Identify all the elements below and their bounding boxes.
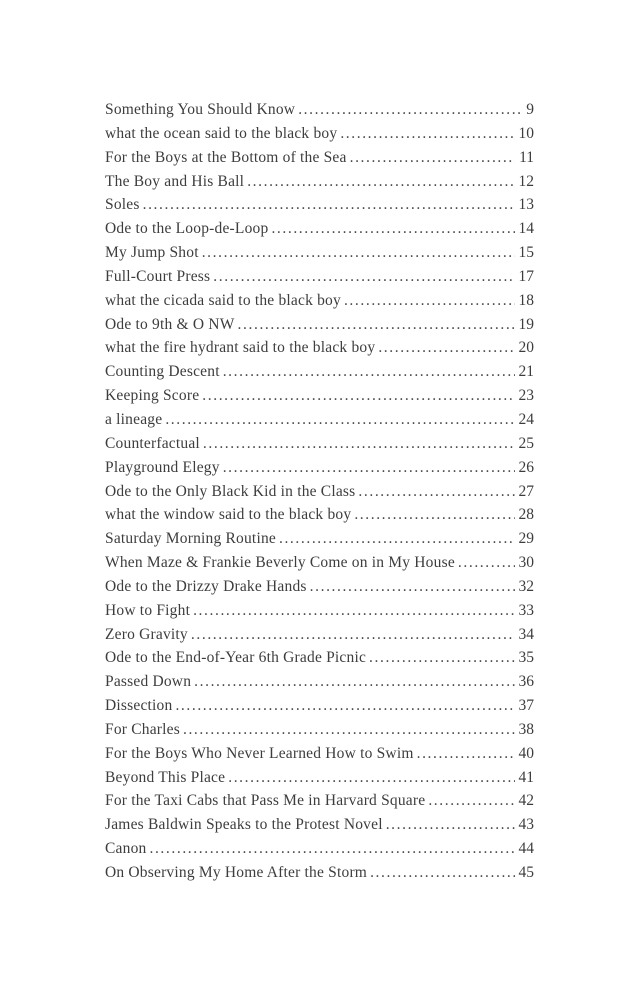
dot-leader xyxy=(191,626,515,644)
toc-entry xyxy=(105,506,534,530)
toc-entry-page-number: 20 xyxy=(518,339,534,357)
toc-entry-title: For the Boys at the Bottom of the Sea xyxy=(105,148,347,166)
dot-leader xyxy=(458,554,515,572)
toc-entry-title: How to Fight xyxy=(105,601,191,619)
toc-entry-page-number: 29 xyxy=(518,530,534,548)
dot-leader xyxy=(213,268,514,286)
toc-entry-title: Ode to the End-of-Year 6th Grade Picnic xyxy=(105,649,367,667)
dot-leader xyxy=(202,244,515,262)
toc-entry xyxy=(105,196,534,220)
toc-entry xyxy=(105,554,534,578)
toc-entry xyxy=(105,816,534,840)
toc-entry xyxy=(105,721,534,745)
toc-entry-page-number: 11 xyxy=(519,148,534,166)
toc-entry xyxy=(105,435,534,459)
dot-leader xyxy=(340,125,514,143)
dot-leader xyxy=(350,149,515,167)
toc-entry-title: what the cicada said to the black boy xyxy=(105,291,341,309)
toc-entry-page-number: 12 xyxy=(518,172,534,190)
toc-entry xyxy=(105,697,534,721)
dot-leader xyxy=(378,339,514,357)
dot-leader xyxy=(203,435,515,453)
toc-entry-title: Ode to the Only Black Kid in the Class xyxy=(105,482,356,500)
toc-entry xyxy=(105,459,534,483)
toc-entry-page-number: 18 xyxy=(518,291,534,309)
toc-entry-title: what the fire hydrant said to the black boy xyxy=(105,339,376,357)
dot-leader xyxy=(223,459,515,477)
toc-entry xyxy=(105,339,534,363)
dot-leader xyxy=(247,173,514,191)
toc-entry-page-number: 35 xyxy=(518,649,534,667)
toc-entry xyxy=(105,411,534,435)
toc-entry-page-number: 37 xyxy=(518,697,534,715)
toc-entry-page-number: 41 xyxy=(518,768,534,786)
toc-entry-title: a lineage xyxy=(105,410,163,428)
toc-entry-title: James Baldwin Speaks to the Protest Novel xyxy=(105,816,383,834)
toc-entry-title: what the ocean said to the black boy xyxy=(105,124,338,142)
toc-entry-page-number: 28 xyxy=(518,506,534,524)
toc-entry xyxy=(105,483,534,507)
toc-entry-page-number: 40 xyxy=(518,744,534,762)
toc-entry-page-number: 36 xyxy=(518,673,534,691)
dot-leader xyxy=(344,292,515,310)
toc-entry xyxy=(105,673,534,697)
dot-leader xyxy=(165,411,514,429)
toc-entry xyxy=(105,578,534,602)
toc-entry-title: Something You Should Know xyxy=(105,101,296,118)
toc-entry-title: Passed Down xyxy=(105,673,192,691)
toc-entry-title: Soles xyxy=(105,196,140,214)
toc-entry xyxy=(105,745,534,769)
toc-entry xyxy=(105,602,534,626)
toc-entry-title: On Observing My Home After the Storm xyxy=(105,864,368,881)
toc-entry-title: The Boy and His Ball xyxy=(105,172,245,190)
toc-entry xyxy=(105,101,534,125)
toc-entry xyxy=(105,792,534,816)
dot-leader xyxy=(175,697,514,715)
toc-entry xyxy=(105,769,534,793)
toc-entry-title: When Maze & Frankie Beverly Come on in My House xyxy=(105,554,455,572)
dot-leader xyxy=(194,673,514,691)
dot-leader xyxy=(358,483,514,501)
dot-leader xyxy=(228,769,514,787)
dot-leader xyxy=(310,578,515,596)
toc-entry-title: Counting Descent xyxy=(105,363,220,381)
dot-leader xyxy=(370,864,514,882)
toc-entry xyxy=(105,864,534,888)
toc-entry xyxy=(105,363,534,387)
toc-entry-title: Ode to the Loop-de-Loop xyxy=(105,220,269,238)
toc-entry xyxy=(105,530,534,554)
dot-leader xyxy=(223,363,515,381)
toc-entry-page-number: 34 xyxy=(518,625,534,643)
table-of-contents xyxy=(105,101,534,888)
toc-entry-title: Full-Court Press xyxy=(105,267,211,285)
toc-entry-page-number: 14 xyxy=(518,220,534,238)
toc-entry-page-number: 42 xyxy=(518,792,534,810)
toc-entry-page-number: 27 xyxy=(518,482,534,500)
toc-entry-title: Counterfactual xyxy=(105,434,200,452)
toc-entry-page-number: 38 xyxy=(518,720,534,738)
toc-entry-title: For the Boys Who Never Learned How to Swim xyxy=(105,744,414,762)
toc-entry-page-number: 19 xyxy=(518,315,534,333)
toc-entry-page-number: 13 xyxy=(518,196,534,214)
toc-entry-page-number: 33 xyxy=(518,601,534,619)
toc-entry-title: Ode to the Drizzy Drake Hands xyxy=(105,577,307,595)
toc-entry xyxy=(105,316,534,340)
toc-entry-page-number: 45 xyxy=(518,864,534,881)
toc-entry-title: Zero Gravity xyxy=(105,625,188,643)
toc-entry-page-number: 44 xyxy=(518,840,534,858)
toc-entry-page-number: 21 xyxy=(518,363,534,381)
toc-entry xyxy=(105,626,534,650)
dot-leader xyxy=(183,721,515,739)
dot-leader xyxy=(238,316,515,334)
toc-entry xyxy=(105,220,534,244)
dot-leader xyxy=(354,506,514,524)
toc-entry-title: Playground Elegy xyxy=(105,458,220,476)
toc-entry-page-number: 43 xyxy=(518,816,534,834)
dot-leader xyxy=(271,220,514,238)
toc-entry-page-number: 26 xyxy=(518,458,534,476)
dot-leader xyxy=(417,745,515,763)
dot-leader xyxy=(149,840,514,858)
toc-entry-title: My Jump Shot xyxy=(105,244,199,262)
toc-entry-page-number: 15 xyxy=(518,244,534,262)
toc-entry-title: For Charles xyxy=(105,720,180,738)
toc-entry xyxy=(105,125,534,149)
toc-entry-title: Dissection xyxy=(105,697,173,715)
toc-entry xyxy=(105,387,534,411)
toc-entry-page-number: 9 xyxy=(526,101,534,118)
toc-entry xyxy=(105,244,534,268)
toc-entry xyxy=(105,840,534,864)
toc-entry xyxy=(105,149,534,173)
toc-entry-page-number: 24 xyxy=(518,410,534,428)
toc-entry-page-number: 30 xyxy=(518,554,534,572)
toc-entry-title: Beyond This Place xyxy=(105,768,226,786)
toc-entry xyxy=(105,268,534,292)
toc-entry-title: For the Taxi Cabs that Pass Me in Harvard Square xyxy=(105,792,426,810)
toc-entry-title: Ode to 9th & O NW xyxy=(105,315,235,333)
toc-entry xyxy=(105,292,534,316)
dot-leader xyxy=(298,101,522,119)
dot-leader xyxy=(279,530,515,548)
toc-entry-title: Keeping Score xyxy=(105,387,200,405)
dot-leader xyxy=(143,196,515,214)
toc-entry-title: what the window said to the black boy xyxy=(105,506,352,524)
toc-entry-title: Saturday Morning Routine xyxy=(105,530,276,548)
dot-leader xyxy=(386,816,515,834)
toc-entry-page-number: 17 xyxy=(518,267,534,285)
toc-entry-page-number: 32 xyxy=(518,577,534,595)
toc-entry xyxy=(105,649,534,673)
toc-entry-page-number: 23 xyxy=(518,387,534,405)
toc-entry-page-number: 10 xyxy=(518,124,534,142)
toc-entry-page-number: 25 xyxy=(518,434,534,452)
dot-leader xyxy=(428,792,514,810)
toc-entry-title: Canon xyxy=(105,840,147,858)
toc-entry xyxy=(105,173,534,197)
dot-leader xyxy=(193,602,514,620)
dot-leader xyxy=(369,649,514,667)
dot-leader xyxy=(202,387,514,405)
